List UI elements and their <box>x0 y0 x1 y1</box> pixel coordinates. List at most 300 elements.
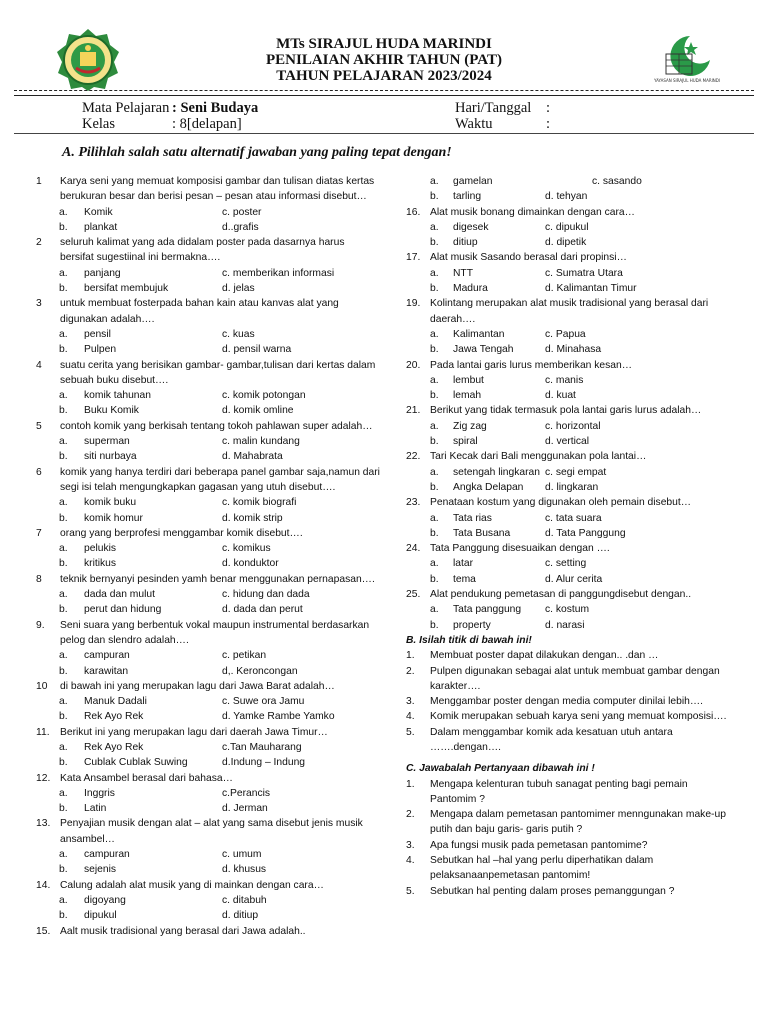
option-row <box>406 342 736 357</box>
question-number: 1 <box>36 176 42 187</box>
question-item <box>406 587 736 602</box>
option-d: d. komik omline <box>222 405 294 417</box>
option-row <box>406 526 736 541</box>
option-letter: b. <box>430 527 439 539</box>
section-a-title: A. Pilihlah salah satu alternatif jawaban yang paling tepat dengan! <box>62 145 452 160</box>
option-c: c. komikus <box>222 543 271 555</box>
option-b: Pulpen <box>84 344 117 356</box>
essay-item <box>406 725 736 756</box>
essay-item <box>406 777 736 808</box>
option-letter: a. <box>59 787 68 799</box>
option-a: digesek <box>453 221 489 233</box>
option-b: tarling <box>453 191 482 203</box>
option-c: c.Perancis <box>222 787 271 799</box>
option-a: Zig zag <box>453 420 487 432</box>
question-number: 16. <box>406 206 421 218</box>
option-row <box>36 786 381 801</box>
question-item <box>406 296 736 327</box>
question-item <box>36 526 381 541</box>
option-row <box>406 480 736 495</box>
question-number: 7 <box>36 527 42 539</box>
item-text: Pulpen digunakan sebagai alat untuk membuat gambar dengan karakter…. <box>430 665 720 692</box>
option-letter: a. <box>430 466 439 478</box>
question-item <box>36 174 381 205</box>
question-item <box>36 771 381 786</box>
option-letter: b. <box>430 481 439 493</box>
question-item <box>406 449 736 464</box>
option-letter: b. <box>59 803 68 815</box>
option-row <box>36 602 381 617</box>
option-letter: a. <box>430 267 439 279</box>
option-d: d. lingkaran <box>545 481 599 493</box>
option-row <box>36 847 381 862</box>
option-d: d. ditiup <box>222 910 259 922</box>
option-row <box>36 449 381 464</box>
option-row <box>406 511 736 526</box>
option-c: c. komik potongan <box>222 390 306 402</box>
info-divider <box>14 133 754 134</box>
question-item <box>36 296 381 327</box>
item-text: Membuat poster dapat dilakukan dengan.. .dan … <box>430 650 659 662</box>
option-c: c. tata suara <box>545 512 602 524</box>
question-item <box>36 878 381 893</box>
option-c: c. kuas <box>222 328 255 340</box>
option-letter: a. <box>59 206 68 218</box>
question-text: komik yang hanya terdiri dari beberapa panel gambar saja,namun dari segi isi telah mengungkapkan gagasan yang utuh disebut…. <box>60 466 380 493</box>
option-letter: a. <box>59 497 68 509</box>
question-text: Seni suara yang berbentuk vokal maupun instrumental berdasarkan pelog dan slendro adalah…. <box>60 619 370 646</box>
option-letter: b. <box>430 344 439 356</box>
question-column-right <box>406 174 736 899</box>
option-letter: a. <box>430 374 439 386</box>
option-letter: b. <box>430 390 439 402</box>
option-b: lemah <box>453 390 482 402</box>
school-year: TAHUN PELAJARAN 2023/2024 <box>276 68 492 84</box>
option-row <box>406 572 736 587</box>
option-b: Angka Delapan <box>453 481 524 493</box>
option-letter: b. <box>59 665 68 677</box>
option-c: c. komik biografi <box>222 497 297 509</box>
question-number: 11. <box>36 726 50 738</box>
option-letter: b. <box>430 283 439 295</box>
question-text: seluruh kalimat yang ada didalam poster pada dasarnya harus bersifat sugestiinal ini bermakna…. <box>60 237 345 264</box>
option-row <box>406 189 736 204</box>
item-text: Sebutkan hal –hal yang perlu diperhatikan dalam pelaksanaanpemetasan pantomim! <box>430 855 654 882</box>
question-number: 5 <box>36 420 42 432</box>
essay-item <box>406 838 736 853</box>
option-a: Rek Ayo Rek <box>84 741 144 753</box>
option-a: Tata rias <box>453 512 492 524</box>
option-row <box>36 648 381 663</box>
question-text: orang yang berprofesi menggambar komik disebut…. <box>60 527 303 539</box>
essay-item <box>406 664 736 695</box>
option-row <box>406 434 736 449</box>
question-number: 17. <box>406 252 421 264</box>
option-b: Jawa Tengah <box>453 344 514 356</box>
option-letter: b. <box>59 344 68 356</box>
option-c: c. hidung dan dada <box>222 589 310 601</box>
option-d: d..grafis <box>222 221 259 233</box>
option-c: c. sasando <box>592 176 642 187</box>
option-a: komik tahunan <box>84 390 151 402</box>
option-b: perut dan hidung <box>84 604 162 616</box>
item-number: 1. <box>406 778 415 790</box>
option-row <box>36 403 381 418</box>
question-item <box>406 250 736 265</box>
option-letter: b. <box>59 283 68 295</box>
option-b: Tata Busana <box>453 527 511 539</box>
question-text: suatu cerita yang berisikan gambar- gambar,tulisan dari kertas dalam sebuah buku disebut…. <box>60 359 376 386</box>
option-letter: b. <box>59 757 68 769</box>
class-label: Kelas <box>82 116 116 132</box>
essay-item <box>406 694 736 709</box>
item-number: 5. <box>406 885 415 897</box>
question-item <box>406 205 736 220</box>
option-b: kritikus <box>84 558 117 570</box>
option-letter: b. <box>430 237 439 249</box>
question-number: 14. <box>36 879 51 891</box>
option-row <box>36 908 381 923</box>
option-a: Tata panggung <box>453 604 522 616</box>
question-number: 8 <box>36 573 42 585</box>
option-row <box>406 266 736 281</box>
option-c: c. setting <box>545 558 587 570</box>
option-b: dipukul <box>84 910 117 922</box>
question-number: 13. <box>36 818 51 830</box>
option-b: komik homur <box>84 512 143 524</box>
option-a: pelukis <box>84 543 117 555</box>
option-row <box>36 220 381 235</box>
option-d: d.Indung – Indung <box>222 757 306 769</box>
item-text: Mengapa dalam pemetasan pantomimer menngunakan make-up putih dan baju garis- garis putih ? <box>430 809 726 836</box>
essay-item <box>406 853 736 884</box>
section-c-title: C. Jawabalah Pertanyaan dibawah ini ! <box>406 763 595 775</box>
section-b-title: B. Isilah titik di bawah ini! <box>406 634 532 646</box>
item-text: Menggambar poster dengan media computer dinilai lebih…. <box>430 696 704 708</box>
item-number: 3. <box>406 696 415 708</box>
question-number: 2 <box>36 237 42 249</box>
option-letter: a. <box>430 512 439 524</box>
option-c: c. segi empat <box>545 466 607 478</box>
option-b: siti nurbaya <box>84 451 137 463</box>
question-text: Penataan kostum yang digunakan oleh pemain disebut… <box>430 497 692 509</box>
question-text: Kata Ansambel berasal dari bahasa… <box>60 772 233 784</box>
option-d: d. vertical <box>545 436 590 448</box>
question-number: 6 <box>36 466 42 478</box>
time-label: Waktu <box>455 116 493 132</box>
option-letter: a. <box>59 894 68 906</box>
option-letter: a. <box>430 221 439 233</box>
essay-item <box>406 648 736 663</box>
option-row <box>406 556 736 571</box>
option-c: c. poster <box>222 206 262 218</box>
option-d: d. komik strip <box>222 512 283 524</box>
question-number: 12. <box>36 772 51 784</box>
school-name: MTs SIRAJUL HUDA MARINDI <box>276 36 492 52</box>
question-number: 24. <box>406 543 421 555</box>
option-a: digoyang <box>84 894 126 906</box>
option-c: c. Papua <box>545 328 586 340</box>
option-b: spiral <box>453 436 478 448</box>
foundation-logo-icon <box>653 32 721 88</box>
question-text: Aalt musik tradisional yang berasal dari Jawa adalah.. <box>60 925 306 937</box>
option-row <box>36 801 381 816</box>
option-row <box>36 541 381 556</box>
option-letter: b. <box>59 451 68 463</box>
option-b: ditiup <box>453 237 478 249</box>
option-b: property <box>453 619 491 631</box>
option-d: d. dada dan perut <box>222 604 303 616</box>
option-d: d. pensil warna <box>222 344 292 356</box>
option-a: Inggris <box>84 787 115 799</box>
question-text: teknik bernyanyi pesinden yamh benar menggunakan pernapasan…. <box>60 573 375 585</box>
question-text: Calung adalah alat musik yang di mainkan dengan cara… <box>60 879 324 891</box>
foundation-caption: YAYASAN SIRAJUL HUDA MARINDI <box>653 78 721 83</box>
option-d: d. kuat <box>545 390 576 402</box>
question-number: 9. <box>36 619 45 631</box>
option-letter: a. <box>430 420 439 432</box>
option-c: c. malin kundang <box>222 436 300 448</box>
option-d: d. Mahabrata <box>222 451 283 463</box>
option-d: d. jelas <box>222 283 255 295</box>
option-row <box>406 174 736 189</box>
essay-item <box>406 884 736 899</box>
option-c: c. kostum <box>545 604 590 616</box>
question-item <box>406 403 736 418</box>
option-letter: a. <box>430 558 439 570</box>
question-text: Alat musik bonang dimainkan dengan cara… <box>430 206 635 218</box>
option-row <box>36 664 381 679</box>
option-letter: b. <box>59 910 68 922</box>
item-number: 4. <box>406 711 415 723</box>
option-c: c.Tan Mauharang <box>222 741 302 753</box>
question-text: Berikut ini yang merupakan lagu dari daerah Jawa Timur… <box>60 726 328 738</box>
option-a: Komik <box>84 206 113 218</box>
option-letter: a. <box>430 328 439 340</box>
option-b: sejenis <box>84 864 117 876</box>
option-d: d. Kalimantan Timur <box>545 283 637 295</box>
option-b: tema <box>453 573 476 585</box>
option-a: pensil <box>84 328 111 340</box>
question-number: 4 <box>36 359 42 371</box>
option-c: c. horizontal <box>545 420 601 432</box>
option-row <box>406 220 736 235</box>
option-a: NTT <box>453 267 474 279</box>
option-b: Rek Ayo Rek <box>84 711 144 723</box>
item-number: 3. <box>406 839 415 851</box>
option-row <box>406 281 736 296</box>
option-letter: a. <box>59 741 68 753</box>
option-a: superman <box>84 436 130 448</box>
option-c: c. ditabuh <box>222 894 267 906</box>
option-row <box>406 373 736 388</box>
question-text: Tata Panggung disesuaikan dengan …. <box>430 543 610 555</box>
option-b: plankat <box>84 221 118 233</box>
option-row <box>406 465 736 480</box>
item-text: Apa fungsi musik pada pemetasan pantomime? <box>430 839 648 851</box>
option-letter: b. <box>59 711 68 723</box>
option-row <box>36 266 381 281</box>
question-number: 19. <box>406 298 421 310</box>
option-row <box>406 327 736 342</box>
option-letter: b. <box>430 573 439 585</box>
option-letter: b. <box>430 191 439 203</box>
option-letter: a. <box>59 267 68 279</box>
question-text: Alat pendukung pemetasan di panggungdisebut dengan.. <box>430 589 692 601</box>
option-d: d. konduktor <box>222 558 279 570</box>
option-letter: a. <box>430 604 439 616</box>
option-row <box>36 388 381 403</box>
option-a: lembut <box>453 374 484 386</box>
option-row <box>36 740 381 755</box>
item-text: Sebutkan hal penting dalam proses pemanggungan ? <box>430 885 675 897</box>
subject-value: : Seni Budaya <box>172 100 259 116</box>
exam-name: PENILAIAN AKHIR TAHUN (PAT) <box>266 52 502 68</box>
exam-info <box>0 98 768 132</box>
subject-label: Mata Pelajaran <box>82 100 170 116</box>
day-label: Hari/Tanggal <box>455 100 532 116</box>
option-c: c. dipukul <box>545 221 589 233</box>
option-a: dada dan mulut <box>84 589 155 601</box>
option-row <box>406 602 736 617</box>
option-letter: b. <box>59 512 68 524</box>
item-text: Dalam menggambar komik ada kesatuan utuh antara …….dengan…. <box>430 726 673 753</box>
option-row <box>36 342 381 357</box>
option-a: komik buku <box>84 497 137 509</box>
option-row <box>36 556 381 571</box>
question-number: 22. <box>406 451 421 463</box>
question-item <box>406 358 736 373</box>
option-c: c. Sumatra Utara <box>545 267 623 279</box>
question-item <box>36 679 381 694</box>
essay-item <box>406 709 736 724</box>
option-b: karawitan <box>84 665 129 677</box>
option-letter: b. <box>59 558 68 570</box>
option-letter: b. <box>59 405 68 417</box>
option-letter: a. <box>59 390 68 402</box>
option-letter: a. <box>59 849 68 861</box>
question-text: Alat musik Sasando berasal dari propinsi… <box>430 252 627 264</box>
option-a: latar <box>453 558 474 570</box>
question-text: di bawah ini yang merupakan lagu dari Jawa Barat adalah… <box>60 680 335 692</box>
option-row <box>36 281 381 296</box>
class-value: : 8[delapan] <box>172 116 242 132</box>
option-c: c. umum <box>222 849 262 861</box>
item-number: 1. <box>406 650 415 662</box>
question-column-left <box>36 174 381 939</box>
option-row <box>36 755 381 770</box>
option-letter: b. <box>59 604 68 616</box>
question-text: Pada lantai garis lurus memberikan kesan… <box>430 359 633 371</box>
question-item <box>36 572 381 587</box>
question-number: 10 <box>36 680 48 692</box>
item-number: 5. <box>406 726 415 738</box>
option-a: Kalimantan <box>453 328 505 340</box>
option-row <box>36 694 381 709</box>
option-row <box>406 618 736 633</box>
header-divider <box>14 90 754 91</box>
question-item <box>36 235 381 266</box>
question-text: Kolintang merupakan alat musik tradisional yang berasal dari daerah…. <box>430 298 709 325</box>
day-value: : <box>546 100 551 116</box>
option-row <box>36 862 381 877</box>
option-b: Madura <box>453 283 488 295</box>
option-row <box>36 709 381 724</box>
option-c: c. manis <box>545 374 584 386</box>
question-item <box>406 541 736 556</box>
option-c: c. petikan <box>222 650 267 662</box>
option-d: d. narasi <box>545 619 585 631</box>
item-text: Komik merupakan sebuah karya seni yang memuat komposisi…. <box>430 711 727 723</box>
question-item <box>36 618 381 649</box>
option-a: campuran <box>84 650 130 662</box>
option-row <box>36 511 381 526</box>
question-item <box>36 465 381 496</box>
question-item <box>36 419 381 434</box>
question-item <box>406 495 736 510</box>
question-text: Tari Kecak dari Bali menggunakan pola lantai… <box>430 451 647 463</box>
question-item <box>36 924 381 939</box>
option-letter: a. <box>430 176 439 187</box>
time-value: : <box>546 116 551 132</box>
option-d: d. khusus <box>222 864 267 876</box>
option-row <box>36 495 381 510</box>
option-letter: a. <box>59 696 68 708</box>
option-letter: b. <box>59 221 68 233</box>
question-number: 21. <box>406 405 421 417</box>
exam-header <box>0 0 768 100</box>
option-row <box>36 587 381 602</box>
option-d: d. tehyan <box>545 191 588 203</box>
question-number: 3 <box>36 298 42 310</box>
option-d: d,. Keroncongan <box>222 665 298 677</box>
option-d: d. Jerman <box>222 803 268 815</box>
question-number: 20. <box>406 359 421 371</box>
option-row <box>406 388 736 403</box>
question-number: 25. <box>406 589 421 601</box>
option-letter: a. <box>59 650 68 662</box>
option-d: d. Alur cerita <box>545 573 603 585</box>
option-b: Buku Komik <box>84 405 139 417</box>
question-text: untuk membuat fosterpada bahan kain atau kanvas alat yang digunakan adalah…. <box>60 298 339 325</box>
question-number: 23. <box>406 497 421 509</box>
option-row <box>36 893 381 908</box>
header-divider <box>14 95 754 96</box>
option-a: campuran <box>84 849 130 861</box>
item-number: 4. <box>406 855 415 867</box>
option-b: bersifat membujuk <box>84 283 169 295</box>
option-letter: a. <box>59 543 68 555</box>
option-row <box>36 205 381 220</box>
option-letter: b. <box>430 436 439 448</box>
option-letter: b. <box>430 619 439 631</box>
essay-item <box>406 807 736 838</box>
option-c: c. Suwe ora Jamu <box>222 696 305 708</box>
option-row <box>36 434 381 449</box>
question-item <box>36 816 381 847</box>
option-a: Manuk Dadali <box>84 696 147 708</box>
option-row <box>406 235 736 250</box>
item-number: 2. <box>406 665 415 677</box>
option-b: Cublak Cublak Suwing <box>84 757 188 769</box>
option-letter: b. <box>59 864 68 876</box>
option-letter: a. <box>59 328 68 340</box>
option-d: d. Tata Panggung <box>545 527 626 539</box>
question-text: Berikut yang tidak termasuk pola lantai garis lurus adalah… <box>430 405 702 417</box>
option-d: d. dipetik <box>545 237 587 249</box>
option-d: d. Minahasa <box>545 344 602 356</box>
question-text: Karya seni yang memuat komposisi gambar dan tulisan diatas kertas berukuran besar dan berisi pesan – pesan atau informasi disebut… <box>60 176 375 203</box>
